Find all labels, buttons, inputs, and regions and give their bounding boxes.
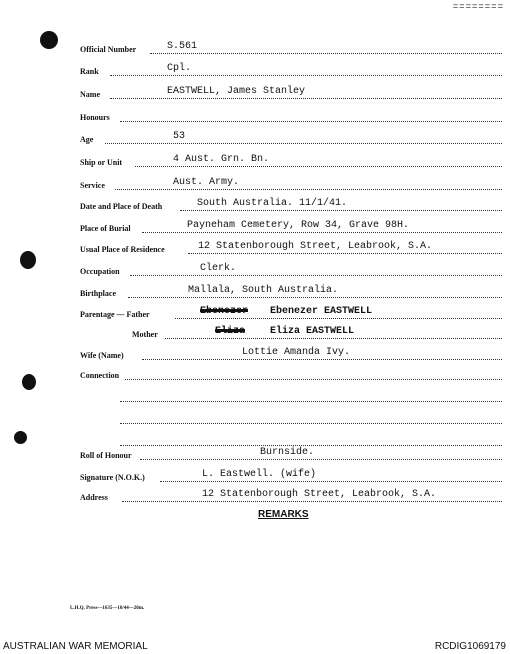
wife-value: Lottie Amanda Ivy. — [242, 347, 351, 358]
birthplace-value: Mallala, South Australia. — [188, 285, 339, 296]
dotted-line — [128, 297, 502, 298]
dotted-line — [160, 481, 502, 482]
official-number-label: Official Number — [80, 45, 137, 54]
row-rank — [80, 62, 502, 78]
ship-or-unit-label: Ship or Unit — [80, 158, 123, 167]
footer-source: AUSTRALIAN WAR MEMORIAL — [3, 641, 148, 652]
punch-hole — [14, 431, 27, 444]
roll-of-honour-label: Roll of Honour — [80, 451, 132, 460]
dotted-line — [110, 98, 502, 99]
dotted-line — [175, 318, 502, 319]
wife-label: Wife (Name) — [80, 351, 124, 360]
connection-label: Connection — [80, 371, 120, 380]
punch-hole — [40, 31, 58, 49]
dotted-line — [130, 275, 502, 276]
row-birthplace — [80, 284, 502, 300]
signature-label: Signature (N.O.K.) — [80, 473, 145, 482]
footer-record-id: RCDIG1069179 — [434, 641, 506, 652]
dotted-line — [122, 501, 502, 502]
row-address — [80, 488, 502, 504]
dotted-line — [105, 143, 502, 144]
name-label: Name — [80, 90, 100, 99]
row-ship-or-unit — [80, 153, 502, 169]
death-label: Date and Place of Death — [80, 202, 163, 211]
official-number-value: S.561 — [167, 41, 198, 52]
age-value: 53 — [173, 131, 186, 142]
age-label: Age — [80, 135, 94, 144]
dotted-line — [120, 121, 502, 122]
punch-hole — [20, 251, 36, 269]
burial-value: Payneham Cemetery, Row 34, Grave 98H. — [187, 220, 410, 231]
dotted-line — [150, 53, 502, 54]
address-value: 12 Statenborough Street, Leabrook, S.A. — [202, 489, 437, 500]
corner-mark: ======== — [452, 2, 504, 12]
row-name — [80, 85, 502, 101]
row-burial — [80, 219, 502, 235]
mother-label: Mother — [132, 330, 158, 339]
dotted-line — [180, 210, 502, 211]
row-connection-extra — [120, 388, 502, 404]
dotted-line — [115, 189, 502, 190]
ship-or-unit-value: 4 Aust. Grn. Bn. — [173, 154, 270, 165]
service-value: Aust. Army. — [173, 177, 240, 188]
mother-value: Eliza EASTWELL — [270, 326, 355, 337]
dotted-line — [142, 359, 502, 360]
row-connection-extra — [120, 410, 502, 426]
father-label: Parentage — Father — [80, 310, 150, 319]
mother-crossed-name: Eliza — [215, 326, 246, 337]
address-label: Address — [80, 493, 108, 502]
row-wife — [80, 346, 502, 362]
dotted-line — [188, 253, 502, 254]
row-age — [80, 130, 502, 146]
birthplace-label: Birthplace — [80, 289, 116, 298]
row-death — [80, 197, 502, 213]
name-value: EASTWELL, James Stanley — [167, 86, 306, 97]
row-residence — [80, 240, 502, 256]
row-roll-of-honour — [80, 446, 502, 462]
row-mother — [80, 325, 502, 341]
dotted-line — [125, 379, 502, 380]
punch-hole — [22, 374, 36, 390]
occupation-label: Occupation — [80, 267, 120, 276]
dotted-line — [135, 166, 502, 167]
row-father — [80, 305, 502, 321]
row-signature — [80, 468, 502, 484]
honours-label: Honours — [80, 113, 110, 122]
father-value: Ebenezer EASTWELL — [270, 306, 373, 317]
row-service — [80, 176, 502, 192]
row-occupation — [80, 262, 502, 278]
service-label: Service — [80, 181, 105, 190]
dotted-line — [120, 401, 502, 402]
signature-value: L. Eastwell. (wife) — [202, 469, 317, 480]
dotted-line — [120, 423, 502, 424]
rank-label: Rank — [80, 67, 99, 76]
row-official-number — [80, 40, 502, 56]
dotted-line — [140, 459, 502, 460]
printer-note: L.H.Q. Press—1635—10/44—20m. — [70, 606, 145, 611]
father-crossed-name: Ebenezer — [200, 306, 249, 317]
residence-value: 12 Statenborough Street, Leabrook, S.A. — [198, 241, 433, 252]
row-honours — [80, 108, 502, 124]
row-connection — [80, 366, 502, 382]
death-value: South Australia. 11/1/41. — [197, 198, 348, 209]
roll-of-honour-value: Burnside. — [260, 447, 315, 458]
dotted-line — [110, 75, 502, 76]
remarks-heading: REMARKS — [258, 509, 309, 520]
archive-footer — [0, 637, 510, 654]
burial-label: Place of Burial — [80, 224, 131, 233]
dotted-line — [142, 232, 502, 233]
residence-label: Usual Place of Residence — [80, 245, 165, 254]
rank-value: Cpl. — [167, 63, 192, 74]
dotted-line — [165, 338, 502, 339]
occupation-value: Clerk. — [200, 263, 237, 274]
